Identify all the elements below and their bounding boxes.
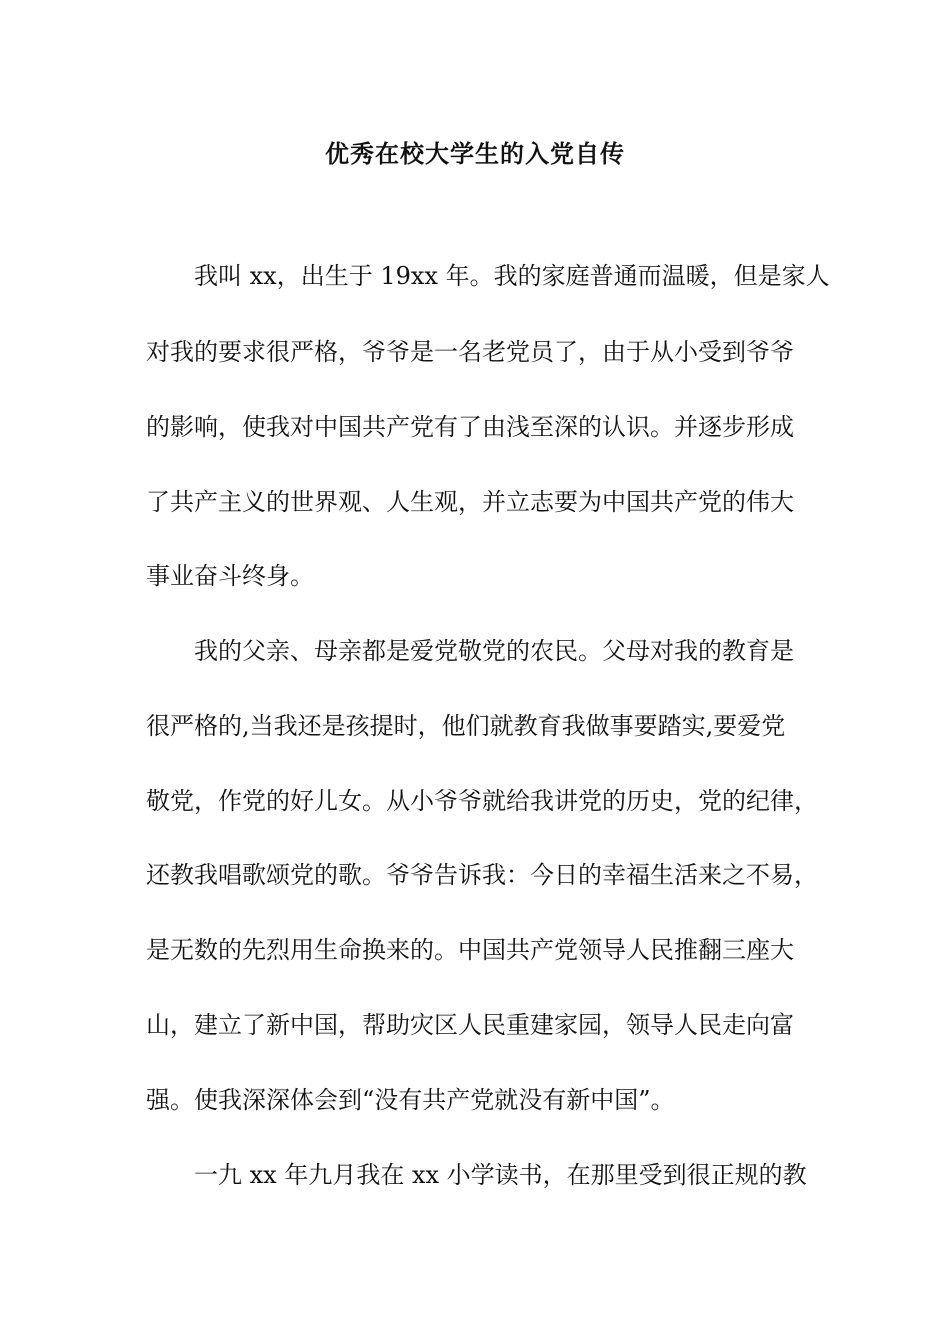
paragraph-line: 山，建立了新中国，帮助灾区人民重建家园，领导人民走向富	[146, 1011, 794, 1039]
paragraph-line: 的影响，使我对中国共产党有了由浅至深的认识。并逐步形成	[146, 413, 794, 441]
paragraph-line: 了共产主义的世界观、人生观，并立志要为中国共产党的伟大	[146, 488, 794, 516]
paragraph-line: 敬党，作党的好儿女。从小爷爷就给我讲党的历史，党的纪律，	[146, 787, 818, 815]
paragraph-line: 我的父亲、母亲都是爱党敬党的农民。父母对我的教育是	[194, 637, 794, 665]
paragraph-line: 一九 xx 年九月我在 xx 小学读书，在那里受到很正规的教	[194, 1161, 807, 1189]
paragraph-line: 是无数的先烈用生命换来的。中国共产党领导人民推翻三座大	[146, 936, 794, 964]
paragraph-line: 我叫 xx，出生于 19xx 年。我的家庭普通而温暖，但是家人	[194, 262, 830, 290]
paragraph-line: 很严格的,当我还是孩提时，他们就教育我做事要踏实,要爱党	[146, 712, 786, 740]
paragraph-line: 强。使我深深体会到“没有共产党就没有新中国”。	[146, 1086, 675, 1114]
paragraph-line: 还教我唱歌颂党的歌。爷爷告诉我：今日的幸福生活来之不易，	[146, 861, 818, 889]
paragraph-line: 对我的要求很严格，爷爷是一名老党员了，由于从小受到爷爷	[146, 338, 794, 366]
document-title: 优秀在校大学生的入党自传	[325, 139, 625, 168]
paragraph-line: 事业奋斗终身。	[146, 562, 314, 590]
